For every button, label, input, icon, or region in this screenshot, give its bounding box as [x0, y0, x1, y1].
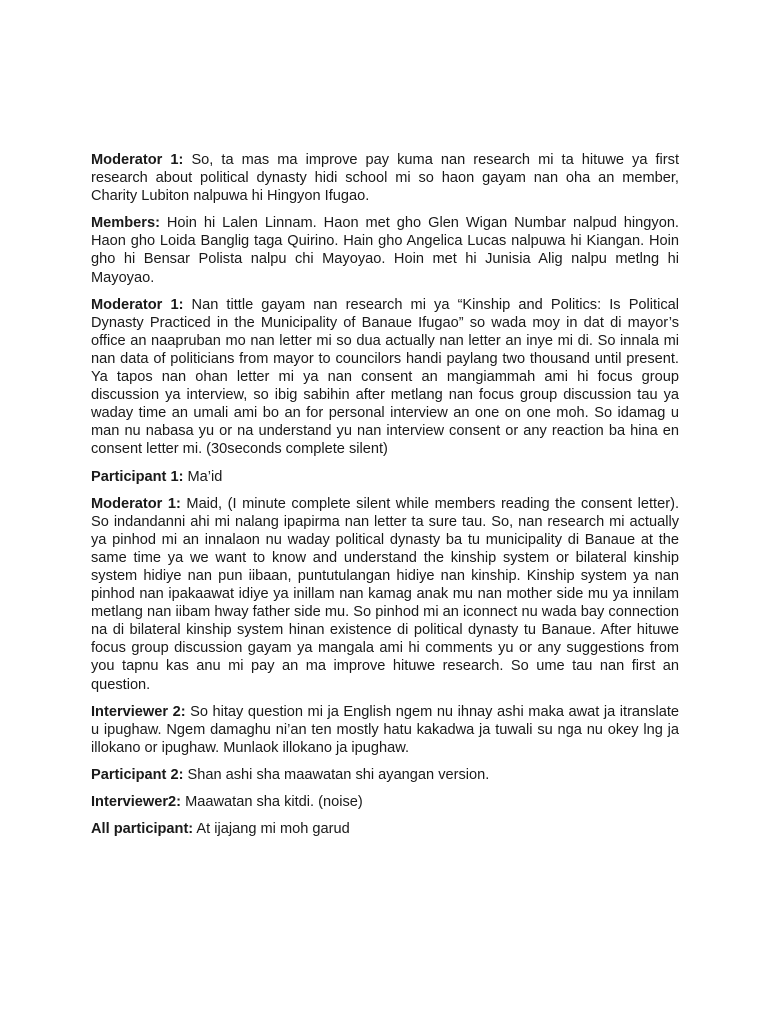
transcript-paragraph-2	[91, 214, 679, 286]
transcript-paragraph-3	[91, 296, 679, 459]
transcript-paragraph-5	[91, 495, 679, 694]
document-page	[91, 151, 679, 847]
speaker-label: Participant 2:	[91, 766, 184, 783]
transcript-paragraph-6	[91, 703, 679, 757]
speech-text: Ma’id	[183, 468, 223, 485]
transcript-paragraph-9	[91, 820, 679, 838]
speech-text: At ijajang mi moh garud	[193, 821, 350, 838]
speaker-label: Moderator 1:	[91, 152, 184, 168]
transcript-paragraph-1	[91, 151, 679, 205]
speaker-label: Interviewer 2:	[91, 703, 186, 720]
transcript-paragraph-8	[91, 793, 679, 811]
speaker-label: Members:	[91, 215, 160, 232]
speaker-label: Moderator 1:	[91, 296, 184, 313]
speech-text: Nan tittle gayam nan research mi ya “Kinship and Politics: Is Political Dynasty Practiced in the Municipality of Banaue Ifugao” so wada moy in dat di mayor’s office an naapruban mo nan letter mi so dua actually nan letter an inye mi di. So innala mi nan data of politicians from mayor to councilors handi paylang two thousand until present. Ya tapos nan ohan letter mi ya nan consent an mangiammah ami hi focus group discussion ya interview, so ibig sabihin after metlang nan focus group discussion tau ya waday time an umali ami bo an for personal interview an one on one moh. So idamag u man nu nabasa yu or na understand yu nan interview consent or any reaction ba hina en consent letter mi. (30seconds complete silent)	[91, 296, 679, 458]
speech-text: Maawatan sha kitdi. (noise)	[181, 794, 363, 810]
speech-text: So hitay question mi ja English ngem nu ihnay ashi maka awat ja itranslate u ipughaw. Ngem damaghu ni’an ten mostly hatu kakadwa ja tuwali su nga nu okey lng ja illokano or ipughaw. Munlaok illokano ja ipughaw.	[91, 703, 679, 756]
speech-text: So, ta mas ma improve pay kuma nan research mi ta hituwe ya first research about political dynasty hidi school mi so haon gayam nan oha an member, Charity Lubiton nalpuwa hi Hingyon Ifugao.	[91, 152, 679, 205]
speaker-label: Participant 1:	[91, 468, 184, 485]
transcript-paragraph-4	[91, 468, 679, 486]
speaker-label: Moderator 1:	[91, 495, 181, 512]
transcript-paragraph-7	[91, 766, 679, 784]
speech-text: Hoin hi Lalen Linnam. Haon met gho Glen Wigan Numbar nalpud hingyon. Haon gho Loida Banglig taga Quirino. Hain gho Angelica Lucas nalpuwa hi Kiangan. Hoin gho hi Bensar Polista nalpu chi Mayoyao. Hoin met hi Junisia Alig nalpu metlng hi Mayoyao.	[91, 215, 679, 286]
speaker-label: Interviewer2:	[91, 794, 182, 810]
speech-text: Maid, (I minute complete silent while members reading the consent letter). So indandanni ahi mi nalang ipapirma nan letter ta sure tau. So, nan research mi actually ya pinhod mi an innalaon nu waday political dynasty ba tu municipality di Banaue at the same time ya we want to know and understand the kinship system or bilateral kinship system hidiye nan pun iibaan, puntutulangan hidiye nan kinship. Kinship system ya nan pinhod nan ipakaawat idiye ya inillam nan kamag anak mu nan mother side mu ya innilam metlang nan iibam hway father side mu. So pinhod mi an iconnect nu wada bay connection na di bilateral kinship system hinan existence di political dynasty tu Banaue. After hituwe focus group discussion gayam ya mangala ami hi comments yu or any suggestions from you tapnu kas anu mi pay an ma improve hituwe research. So ume tau nan first an question.	[91, 495, 679, 693]
speech-text: Shan ashi sha maawatan shi ayangan version.	[183, 766, 490, 783]
speaker-label: All participant:	[91, 821, 194, 838]
